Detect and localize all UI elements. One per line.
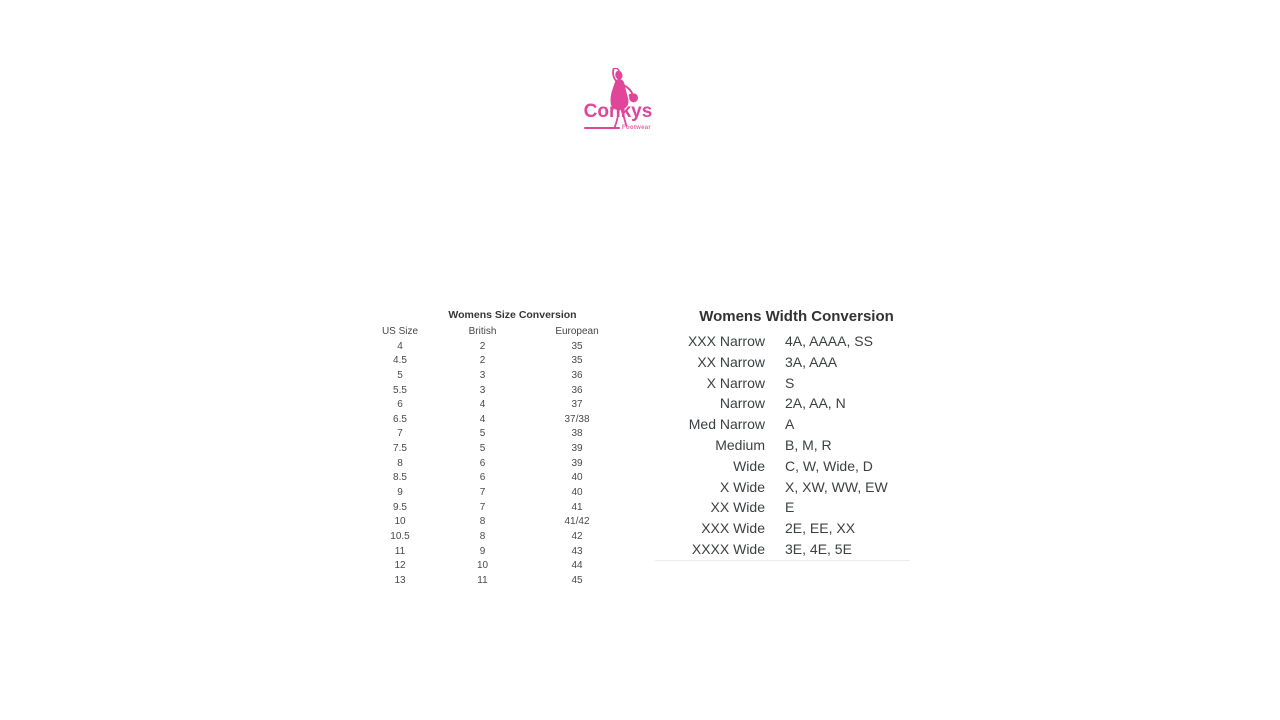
width-table-title: Womens Width Conversion bbox=[699, 308, 894, 325]
size-table-header bbox=[370, 325, 619, 340]
width-label-cell: XXXX Wide bbox=[691, 540, 765, 557]
table-cell: 8 bbox=[479, 516, 486, 528]
brand-name: Conkys bbox=[583, 101, 653, 122]
table-row bbox=[370, 574, 619, 589]
table-cell: 35 bbox=[571, 340, 583, 352]
width-label-cell: XXX Narrow bbox=[687, 333, 765, 349]
table-row bbox=[655, 435, 910, 456]
table-row bbox=[370, 340, 619, 355]
table-row bbox=[655, 539, 910, 560]
table-row bbox=[370, 398, 619, 413]
table-cell: 12 bbox=[394, 560, 406, 572]
table-cell: 13 bbox=[394, 574, 406, 586]
table-cell: 39 bbox=[571, 443, 583, 455]
table-cell: 5 bbox=[479, 443, 486, 455]
width-table-divider bbox=[655, 560, 910, 561]
table-cell: 45 bbox=[571, 574, 583, 586]
table-row bbox=[370, 515, 619, 530]
width-label-cell: X Narrow bbox=[706, 374, 765, 391]
width-label-cell: X Wide bbox=[719, 478, 765, 495]
width-codes-cell: A bbox=[785, 416, 795, 433]
table-row bbox=[655, 497, 910, 518]
table-row bbox=[370, 501, 619, 516]
size-table-body bbox=[370, 340, 619, 589]
table-cell: 2 bbox=[479, 355, 486, 367]
width-table-body bbox=[655, 331, 910, 560]
width-codes-cell: 2A, AA, N bbox=[785, 395, 846, 412]
table-cell: 42 bbox=[571, 530, 583, 542]
width-codes-cell: S bbox=[785, 374, 795, 391]
table-cell: 41/42 bbox=[564, 516, 590, 528]
table-cell: 2 bbox=[479, 340, 486, 352]
table-cell: 37 bbox=[571, 399, 583, 411]
width-label-cell: Medium bbox=[715, 436, 765, 453]
table-row bbox=[370, 384, 619, 399]
table-cell: 36 bbox=[571, 384, 583, 396]
table-cell: 41 bbox=[571, 501, 583, 513]
width-label-cell: Wide bbox=[733, 457, 765, 474]
table-cell: 11 bbox=[394, 545, 406, 557]
table-row bbox=[370, 559, 619, 574]
logo-underline bbox=[584, 127, 620, 129]
table-cell: 7.5 bbox=[393, 443, 407, 455]
table-cell: 7 bbox=[479, 501, 486, 513]
table-cell: 6 bbox=[479, 457, 486, 469]
table-cell: 6 bbox=[397, 399, 403, 411]
table-row bbox=[655, 331, 910, 352]
table-cell: 9.5 bbox=[393, 501, 407, 513]
width-codes-cell: 2E, EE, XX bbox=[785, 520, 856, 537]
table-row bbox=[370, 354, 619, 369]
table-cell: 10 bbox=[394, 516, 406, 528]
table-row bbox=[655, 373, 910, 394]
table-cell: 3 bbox=[479, 369, 486, 381]
table-cell: 8 bbox=[397, 457, 403, 469]
width-label-cell: XXX Wide bbox=[701, 520, 765, 537]
width-codes-cell: X, XW, WW, EW bbox=[785, 478, 888, 495]
size-table-title: Womens Size Conversion bbox=[448, 309, 577, 321]
table-cell: 6 bbox=[479, 472, 486, 484]
width-label-cell: Narrow bbox=[719, 395, 765, 412]
table-cell: 8.5 bbox=[393, 472, 407, 484]
width-label-cell: Med Narrow bbox=[688, 416, 765, 433]
table-row bbox=[655, 393, 910, 414]
table-row bbox=[655, 518, 910, 539]
size-column-header: US Size bbox=[381, 326, 419, 337]
width-codes-cell: 3A, AAA bbox=[785, 353, 838, 370]
width-codes-cell: C, W, Wide, D bbox=[785, 457, 873, 474]
width-label-cell: XX Narrow bbox=[697, 353, 765, 370]
width-label-cell: XX Wide bbox=[710, 499, 765, 516]
table-row bbox=[655, 352, 910, 373]
table-cell: 3 bbox=[479, 384, 486, 396]
width-codes-cell: B, M, R bbox=[785, 436, 832, 453]
size-column-header: British bbox=[468, 326, 497, 337]
table-row bbox=[370, 457, 619, 472]
table-row bbox=[655, 456, 910, 477]
table-row bbox=[370, 545, 619, 560]
brand-tagline: Footwear bbox=[621, 125, 651, 131]
table-row bbox=[370, 530, 619, 545]
table-cell: 5 bbox=[479, 428, 486, 440]
table-cell: 5.5 bbox=[393, 384, 407, 396]
brand-tagline-row bbox=[584, 125, 651, 131]
size-conversion-table bbox=[370, 309, 619, 589]
table-row bbox=[655, 477, 910, 498]
table-cell: 4 bbox=[479, 399, 486, 411]
table-cell: 44 bbox=[571, 560, 583, 572]
table-cell: 11 bbox=[477, 574, 488, 586]
width-codes-cell: 4A, AAAA, SS bbox=[785, 333, 873, 349]
brand-logo bbox=[582, 68, 654, 138]
table-row bbox=[370, 369, 619, 384]
table-cell: 5 bbox=[397, 369, 403, 381]
table-cell: 38 bbox=[571, 428, 583, 440]
table-cell: 35 bbox=[571, 355, 583, 367]
table-cell: 10 bbox=[476, 560, 489, 572]
table-cell: 4 bbox=[479, 413, 486, 425]
table-row bbox=[370, 442, 619, 457]
table-cell: 9 bbox=[397, 487, 403, 499]
table-row bbox=[370, 413, 619, 428]
table-cell: 8 bbox=[479, 530, 486, 542]
width-codes-cell: E bbox=[785, 499, 795, 516]
table-row bbox=[370, 486, 619, 501]
table-row bbox=[655, 414, 910, 435]
table-cell: 10.5 bbox=[390, 530, 410, 542]
table-cell: 4 bbox=[397, 340, 403, 352]
table-cell: 4.5 bbox=[393, 355, 407, 367]
table-cell: 40 bbox=[571, 472, 583, 484]
table-row bbox=[370, 471, 619, 486]
table-cell: 9 bbox=[479, 545, 486, 557]
table-row bbox=[370, 427, 619, 442]
size-column-header: European bbox=[555, 326, 599, 337]
table-cell: 7 bbox=[479, 487, 486, 499]
table-cell: 6.5 bbox=[393, 413, 407, 425]
table-cell: 7 bbox=[397, 428, 403, 440]
table-cell: 36 bbox=[571, 369, 583, 381]
table-cell: 37/38 bbox=[564, 413, 590, 425]
width-codes-cell: 3E, 4E, 5E bbox=[785, 540, 852, 557]
table-cell: 40 bbox=[571, 487, 583, 499]
table-cell: 39 bbox=[571, 457, 583, 469]
width-conversion-table bbox=[655, 308, 910, 561]
table-cell: 43 bbox=[571, 545, 583, 557]
